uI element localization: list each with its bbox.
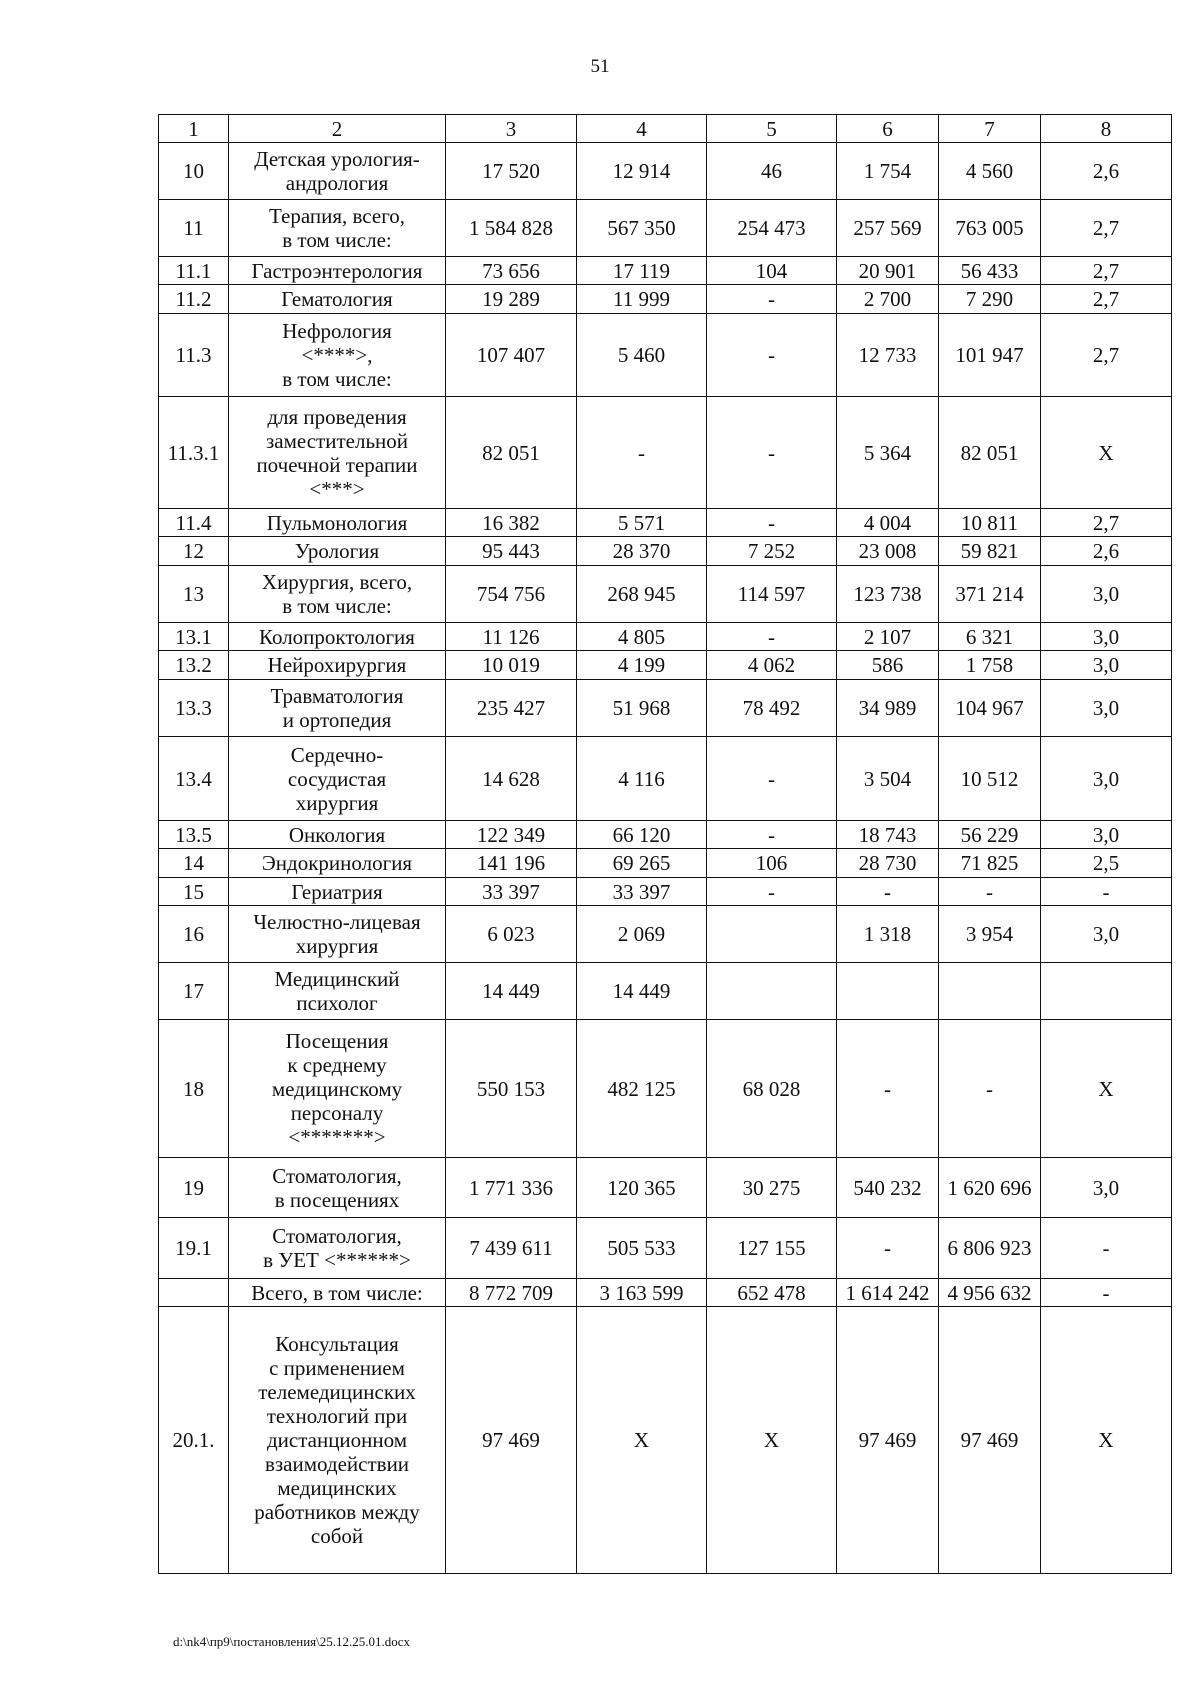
table-row: [159, 509, 1172, 537]
col-8-value: 3,0: [1041, 906, 1172, 963]
col-6-value: 1 318: [837, 906, 939, 963]
col-8-value: 2,7: [1041, 509, 1172, 537]
table-row: [159, 143, 1172, 200]
table-row: [159, 963, 1172, 1020]
row-number: 18: [159, 1020, 229, 1158]
col-3-value: 550 153: [446, 1020, 577, 1158]
col-7-value: 56 229: [939, 821, 1041, 849]
col-3-value: 6 023: [446, 906, 577, 963]
page-number: 51: [590, 56, 610, 77]
col-7-value: 10 512: [939, 737, 1041, 821]
row-number: 11.1: [159, 257, 229, 285]
row-name: Хирургия, всего, в том числе:: [229, 566, 446, 623]
row-name: Травматология и ортопедия: [229, 680, 446, 737]
col-6-value: 28 730: [837, 849, 939, 878]
col-6-value: 3 504: [837, 737, 939, 821]
col-8-value: -: [1041, 878, 1172, 906]
col-4-value: 505 533: [577, 1218, 707, 1279]
col-8-value: X: [1041, 1020, 1172, 1158]
col-3-value: 16 382: [446, 509, 577, 537]
col-8-value: 2,7: [1041, 257, 1172, 285]
table-row: [159, 623, 1172, 651]
col-5-value: -: [707, 878, 837, 906]
col-3-value: 235 427: [446, 680, 577, 737]
table-row: [159, 1158, 1172, 1218]
col-8-value: 3,0: [1041, 821, 1172, 849]
col-4-value: 268 945: [577, 566, 707, 623]
col-4-value: 14 449: [577, 963, 707, 1020]
col-5-value: 104: [707, 257, 837, 285]
col-4-value: 3 163 599: [577, 1279, 707, 1307]
col-7-value: 1 620 696: [939, 1158, 1041, 1218]
col-3-value: 73 656: [446, 257, 577, 285]
col-5-value: 68 028: [707, 1020, 837, 1158]
col-5-value: 114 597: [707, 566, 837, 623]
col-7-value: 763 005: [939, 200, 1041, 257]
col-8-value: 2,6: [1041, 143, 1172, 200]
col-6-value: 5 364: [837, 397, 939, 509]
col-6-value: 12 733: [837, 314, 939, 397]
col-5-value: 78 492: [707, 680, 837, 737]
col-8-value: 2,5: [1041, 849, 1172, 878]
col-5-value: 254 473: [707, 200, 837, 257]
col-4-value: 5 460: [577, 314, 707, 397]
col-8-value: 3,0: [1041, 1158, 1172, 1218]
col-5-value: 127 155: [707, 1218, 837, 1279]
table-row: [159, 849, 1172, 878]
row-number: 13.5: [159, 821, 229, 849]
row-name: Консультация с применением телемедицинских технологий при дистанционном взаимодействии медицинских работников между собой: [229, 1307, 446, 1574]
col-3-value: 7 439 611: [446, 1218, 577, 1279]
row-name: Нефрология <****>, в том числе:: [229, 314, 446, 397]
col-7-value: 1 758: [939, 651, 1041, 680]
col-8-value: 3,0: [1041, 623, 1172, 651]
row-name: Стоматология, в УЕТ <******>: [229, 1218, 446, 1279]
col-7-value: 3 954: [939, 906, 1041, 963]
row-number: 13.3: [159, 680, 229, 737]
row-number: 11.2: [159, 285, 229, 314]
table-row: [159, 1020, 1172, 1158]
row-name: Медицинский психолог: [229, 963, 446, 1020]
col-4-value: 2 069: [577, 906, 707, 963]
row-number: 13: [159, 566, 229, 623]
col-5-value: 4 062: [707, 651, 837, 680]
col-8-value: 2,7: [1041, 314, 1172, 397]
col-4-value: 28 370: [577, 537, 707, 566]
header-cell: 6: [837, 115, 939, 143]
row-name: Терапия, всего, в том числе:: [229, 200, 446, 257]
table-row: [159, 1218, 1172, 1279]
col-7-value: 6 806 923: [939, 1218, 1041, 1279]
col-6-value: 2 107: [837, 623, 939, 651]
col-5-value: -: [707, 737, 837, 821]
col-6-value: 18 743: [837, 821, 939, 849]
col-4-value: 5 571: [577, 509, 707, 537]
col-4-value: 33 397: [577, 878, 707, 906]
col-7-value: 82 051: [939, 397, 1041, 509]
header-cell: 8: [1041, 115, 1172, 143]
col-7-value: 101 947: [939, 314, 1041, 397]
header-row: [159, 115, 1172, 143]
table-row: [159, 1279, 1172, 1307]
col-4-value: 4 199: [577, 651, 707, 680]
table-row: [159, 537, 1172, 566]
header-cell: 7: [939, 115, 1041, 143]
table-row: [159, 566, 1172, 623]
row-name: Онкология: [229, 821, 446, 849]
col-6-value: 2 700: [837, 285, 939, 314]
col-5-value: -: [707, 623, 837, 651]
col-8-value: -: [1041, 1218, 1172, 1279]
col-6-value: -: [837, 1020, 939, 1158]
table-row: [159, 737, 1172, 821]
col-7-value: 71 825: [939, 849, 1041, 878]
col-7-value: -: [939, 1020, 1041, 1158]
row-name: Эндокринология: [229, 849, 446, 878]
col-8-value: 3,0: [1041, 651, 1172, 680]
row-name: Гематология: [229, 285, 446, 314]
col-7-value: 371 214: [939, 566, 1041, 623]
col-7-value: [939, 963, 1041, 1020]
row-number: 17: [159, 963, 229, 1020]
row-number: 19: [159, 1158, 229, 1218]
table-row: [159, 285, 1172, 314]
col-5-value: -: [707, 509, 837, 537]
row-number: 11: [159, 200, 229, 257]
col-5-value: -: [707, 821, 837, 849]
col-3-value: 14 449: [446, 963, 577, 1020]
col-4-value: 482 125: [577, 1020, 707, 1158]
row-number: 10: [159, 143, 229, 200]
col-7-value: 56 433: [939, 257, 1041, 285]
col-7-value: 6 321: [939, 623, 1041, 651]
col-3-value: 17 520: [446, 143, 577, 200]
col-6-value: 34 989: [837, 680, 939, 737]
table-row: [159, 878, 1172, 906]
col-4-value: 51 968: [577, 680, 707, 737]
table-row: [159, 257, 1172, 285]
row-number: 16: [159, 906, 229, 963]
col-5-value: -: [707, 397, 837, 509]
header-cell: 4: [577, 115, 707, 143]
col-3-value: 1 584 828: [446, 200, 577, 257]
header-cell: 2: [229, 115, 446, 143]
col-8-value: 3,0: [1041, 680, 1172, 737]
col-4-value: 4 116: [577, 737, 707, 821]
col-7-value: 104 967: [939, 680, 1041, 737]
col-4-value: 12 914: [577, 143, 707, 200]
row-name: Урология: [229, 537, 446, 566]
row-name: Сердечно- сосудистая хирургия: [229, 737, 446, 821]
col-5-value: 46: [707, 143, 837, 200]
col-6-value: 1 614 242: [837, 1279, 939, 1307]
col-6-value: -: [837, 878, 939, 906]
col-5-value: [707, 963, 837, 1020]
col-6-value: 23 008: [837, 537, 939, 566]
col-8-value: [1041, 963, 1172, 1020]
col-6-value: 4 004: [837, 509, 939, 537]
col-4-value: 120 365: [577, 1158, 707, 1218]
col-3-value: 33 397: [446, 878, 577, 906]
col-5-value: 7 252: [707, 537, 837, 566]
col-7-value: -: [939, 878, 1041, 906]
header-cell: 1: [159, 115, 229, 143]
col-8-value: 3,0: [1041, 737, 1172, 821]
row-number: 13.1: [159, 623, 229, 651]
table-row: [159, 680, 1172, 737]
col-4-value: X: [577, 1307, 707, 1574]
col-3-value: 1 771 336: [446, 1158, 577, 1218]
col-7-value: 4 560: [939, 143, 1041, 200]
row-number: 11.3: [159, 314, 229, 397]
col-3-value: 11 126: [446, 623, 577, 651]
row-number: 11.3.1: [159, 397, 229, 509]
col-8-value: 2,6: [1041, 537, 1172, 566]
table-row: [159, 397, 1172, 509]
col-4-value: 66 120: [577, 821, 707, 849]
col-3-value: 14 628: [446, 737, 577, 821]
col-7-value: 4 956 632: [939, 1279, 1041, 1307]
row-number: 15: [159, 878, 229, 906]
row-number: 11.4: [159, 509, 229, 537]
col-8-value: 3,0: [1041, 566, 1172, 623]
row-name: Нейрохирургия: [229, 651, 446, 680]
row-number: 12: [159, 537, 229, 566]
footer-file-path: d:\nk4\пр9\постановления\25.12.25.01.docx: [173, 1634, 411, 1649]
col-6-value: 1 754: [837, 143, 939, 200]
col-3-value: 19 289: [446, 285, 577, 314]
col-8-value: 2,7: [1041, 200, 1172, 257]
col-6-value: [837, 963, 939, 1020]
col-3-value: 97 469: [446, 1307, 577, 1574]
col-5-value: -: [707, 285, 837, 314]
col-7-value: 97 469: [939, 1307, 1041, 1574]
col-4-value: 17 119: [577, 257, 707, 285]
col-7-value: 10 811: [939, 509, 1041, 537]
row-number: 13.4: [159, 737, 229, 821]
col-4-value: 69 265: [577, 849, 707, 878]
row-name: Пульмонология: [229, 509, 446, 537]
col-5-value: -: [707, 314, 837, 397]
col-3-value: 107 407: [446, 314, 577, 397]
col-4-value: -: [577, 397, 707, 509]
col-8-value: X: [1041, 397, 1172, 509]
col-3-value: 122 349: [446, 821, 577, 849]
col-6-value: 540 232: [837, 1158, 939, 1218]
table-row: [159, 906, 1172, 963]
row-name: Детская урология- андрология: [229, 143, 446, 200]
col-5-value: 30 275: [707, 1158, 837, 1218]
col-6-value: 123 738: [837, 566, 939, 623]
col-4-value: 4 805: [577, 623, 707, 651]
col-4-value: 567 350: [577, 200, 707, 257]
col-3-value: 82 051: [446, 397, 577, 509]
row-number: 19.1: [159, 1218, 229, 1279]
row-number: [159, 1279, 229, 1307]
row-name: Стоматология, в посещениях: [229, 1158, 446, 1218]
col-3-value: 10 019: [446, 651, 577, 680]
table-row: [159, 200, 1172, 257]
col-5-value: 652 478: [707, 1279, 837, 1307]
row-name: Посещения к среднему медицинскому персоналу <*******>: [229, 1020, 446, 1158]
row-number: 13.2: [159, 651, 229, 680]
row-name: Всего, в том числе:: [229, 1279, 446, 1307]
col-7-value: 59 821: [939, 537, 1041, 566]
col-7-value: 7 290: [939, 285, 1041, 314]
row-name: для проведения заместительной почечной терапии <***>: [229, 397, 446, 509]
col-6-value: 257 569: [837, 200, 939, 257]
data-table: [158, 114, 1172, 1574]
col-6-value: 97 469: [837, 1307, 939, 1574]
header-cell: 3: [446, 115, 577, 143]
table-row: [159, 314, 1172, 397]
col-4-value: 11 999: [577, 285, 707, 314]
row-number: 14: [159, 849, 229, 878]
col-8-value: 2,7: [1041, 285, 1172, 314]
table-row: [159, 651, 1172, 680]
col-3-value: 754 756: [446, 566, 577, 623]
row-name: Челюстно-лицевая хирургия: [229, 906, 446, 963]
col-8-value: X: [1041, 1307, 1172, 1574]
table-row: [159, 821, 1172, 849]
row-number: 20.1.: [159, 1307, 229, 1574]
row-name: Гериатрия: [229, 878, 446, 906]
col-6-value: -: [837, 1218, 939, 1279]
row-name: Гастроэнтерология: [229, 257, 446, 285]
table-row: [159, 1307, 1172, 1574]
col-5-value: 106: [707, 849, 837, 878]
header-cell: 5: [707, 115, 837, 143]
col-3-value: 8 772 709: [446, 1279, 577, 1307]
col-5-value: [707, 906, 837, 963]
col-3-value: 141 196: [446, 849, 577, 878]
col-5-value: X: [707, 1307, 837, 1574]
col-6-value: 586: [837, 651, 939, 680]
statistics-table: [158, 114, 1171, 1574]
col-8-value: -: [1041, 1279, 1172, 1307]
col-3-value: 95 443: [446, 537, 577, 566]
col-6-value: 20 901: [837, 257, 939, 285]
row-name: Колопроктология: [229, 623, 446, 651]
